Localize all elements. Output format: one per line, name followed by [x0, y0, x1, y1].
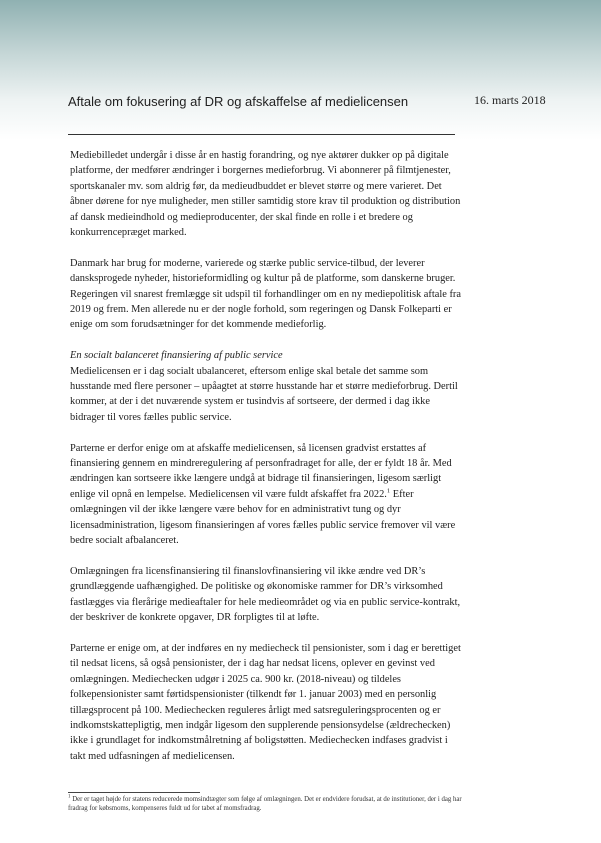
- paragraph-6: Parterne er enige om, at der indføres en ny mediecheck til pensionister, som i dag er berettiget til nedsat licens, så også pensionister, der i dag har nedsat licens, oplever en gevinst ved omlægningen. Mediechecken udgør i 2025 ca. 900 kr. (2018-niveau) og tildeles folkepensionister samt førtidspensionister (tilkendt før 1. januar 2003) med en personlig tillægsprocent på 100. Mediechecken reguleres årligt med satsreguleringsprocenten og er indkomstskattepligtig, men indgår ligesom den supplerende pensionsydelse (ældrechecken) ikke i grundlaget for indkomstmålretning af boligstøtten. Mediechecken indfases gradvist i takt med udfasningen af medielicensen.: [70, 642, 461, 762]
- paragraph-4-text-b: Efter omlægningen vil der ikke længere være behov for en administrativt tung og dyr licensadministration, ligesom finansieringen af vores fælles public service fremover vil være bedre socialt afbalanceret.: [70, 488, 456, 547]
- paragraph-3: Medielicensen er i dag socialt ubalanceret, eftersom enlige skal betale det samme som husstande med flere personer – upåagtet at større husstande har et større medieforbrug. Dertil kommer, at der i det nuværende system er tusindvis af sortseere, der dermed i dag ikke bidrager til vores fælles public service.: [70, 365, 458, 423]
- paragraph-4: [70, 441, 462, 549]
- title-divider: [68, 134, 455, 135]
- section-heading: En socialt balanceret finansiering af public service: [70, 350, 283, 362]
- footnote-reference: 1: [386, 487, 391, 495]
- paragraph-5: Omlægningen fra licensfinansiering til finanslovfinansiering vil ikke ændre ved DR’s grundlæggende uafhængighed. De politiske og økonomiske rammer for DR’s virksomhed fastlægges via flerårige medieaftaler for hele medieområdet og via en public service-kontrakt, der beskriver de konkrete opgaver, DR forpligtes til at løfte.: [70, 565, 461, 624]
- paragraph-4-text-a: Parterne er derfor enige om at afskaffe medielicensen, så licensen gradvist erstattes af finansiering gennem en mindreregulering af personfradraget for alle, der er fyldt 18 år. Med ændringen kan sortseere ikke længere undgå at bidrage til finansieringen, ligesom særligt enlige vil opnå en lempelse. Medielicensen vil være fuldt afskaffet fra 2022.: [70, 442, 452, 500]
- footnote-text: Der er taget højde for statens reducerede momsindtægter som følge af omlægningen. Det er endvidere forudsat, at de institutioner, der i dag har fradrag for købsmoms, kompenseres fuldt ud for tabet af momsfradrag.: [68, 796, 462, 812]
- footnote-divider: [68, 792, 200, 793]
- document-date: 16. marts 2018: [474, 93, 546, 107]
- paragraph-1: Mediebilledet undergår i disse år en hastig forandring, og nye aktører dukker op på digitale platforme, der medfører ændringer i borgernes medieforbrug. Vi abonnerer på filmtjenester, sportskanaler mv. som aldrig før, da medieudbuddet er blevet større og mere varieret. Det åbner dørene for nye muligheder, men stiller samtidig store krav til produktion og distribution af dansk medieindhold og medieproducenter, der skal finde en rolle i et bredere og konkurrencepræget marked.: [70, 150, 461, 239]
- footnote-marker: 1: [68, 794, 71, 800]
- paragraph-2: Danmark har brug for moderne, varierede og stærke public service-tilbud, der leverer dansksprogede nyheder, historieformidling og kultur på de platforme, som danskerne bruger. Regeringen vil snarest fremlægge sit udspil til forhandlinger om en ny mediepolitisk aftale fra 2019 og frem. Men allerede nu er der nogle forhold, som regeringen og Dansk Folkeparti er enige om som forudsætninger for det kommende medieforlig.: [70, 257, 461, 331]
- footnote: [68, 795, 468, 813]
- document-body: [70, 148, 462, 764]
- document-title: Aftale om fokusering af DR og afskaffelse af medielicensen: [68, 94, 409, 109]
